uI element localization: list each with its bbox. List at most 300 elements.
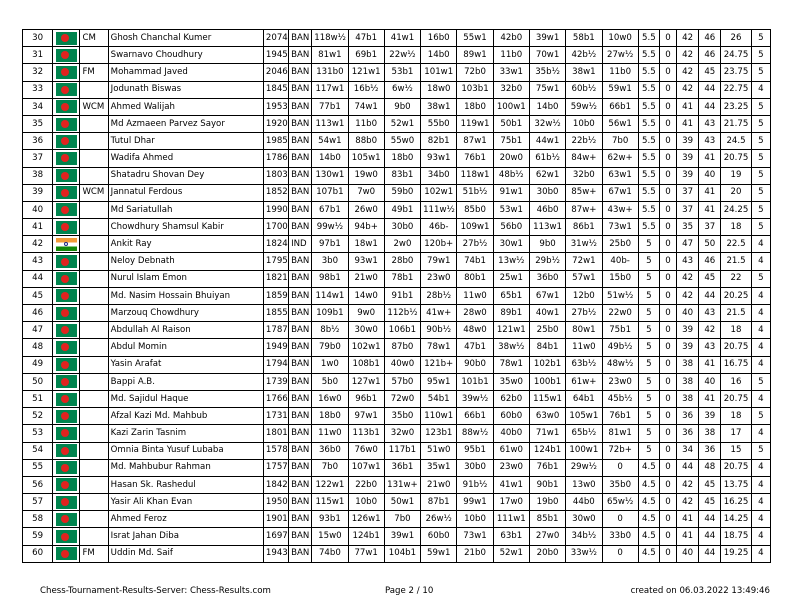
round-result-cell: 15b0 <box>602 270 638 287</box>
points-cell: 4.5 <box>638 528 659 545</box>
round-result-cell: 56w1 <box>602 115 638 132</box>
round-result-cell: 94b+ <box>348 219 384 236</box>
title-cell <box>80 305 108 322</box>
round-result-cell: 122w1 <box>312 476 348 493</box>
round-result-cell: 109w1 <box>457 219 493 236</box>
round-result-cell: 27b½ <box>566 305 602 322</box>
player-row <box>23 30 771 47</box>
round-result-cell: 32w½ <box>529 115 565 132</box>
flag-cell <box>53 425 80 442</box>
player-name[interactable]: Mohammad Javed <box>108 64 263 81</box>
rating-cell: 1766 <box>263 390 288 407</box>
tiebreak-cell: 22.75 <box>721 81 751 98</box>
tiebreak-cell: 23.75 <box>721 64 751 81</box>
title-cell <box>80 339 108 356</box>
round-result-cell: 76b1 <box>602 408 638 425</box>
bangladesh-flag-icon <box>56 152 77 165</box>
flag-cell <box>53 98 80 115</box>
player-name[interactable]: Kazi Zarin Tasnim <box>108 425 263 442</box>
tiebreak-cell: 42 <box>677 287 699 304</box>
tiebreak-cell: 21.5 <box>721 305 751 322</box>
rating-cell: 1949 <box>263 339 288 356</box>
round-result-cell: 35b0 <box>602 476 638 493</box>
points-cell: 5.5 <box>638 115 659 132</box>
tiebreak-cell: 39 <box>677 133 699 150</box>
player-name[interactable]: Md. Mahbubur Rahman <box>108 459 263 476</box>
tiebreak-cell: 20.75 <box>721 150 751 167</box>
round-result-cell: 105w1 <box>566 408 602 425</box>
tiebreak-cell: 45 <box>699 64 721 81</box>
player-name[interactable]: Neloy Debnath <box>108 253 263 270</box>
federation-cell: BAN <box>289 81 312 98</box>
round-result-cell: 30w1 <box>493 236 529 253</box>
flag-cell <box>53 305 80 322</box>
round-result-cell: 75b1 <box>493 133 529 150</box>
tiebreak-cell: 41 <box>677 528 699 545</box>
round-result-cell: 121w1 <box>348 64 384 81</box>
tiebreak-cell: 41 <box>677 115 699 132</box>
tiebreak-cell: 0 <box>659 339 676 356</box>
rating-cell: 1859 <box>263 287 288 304</box>
tiebreak-cell: 20 <box>721 184 751 201</box>
federation-cell: BAN <box>289 150 312 167</box>
round-result-cell: 95w1 <box>421 373 457 390</box>
flag-disc-icon <box>61 223 69 231</box>
round-result-cell: 70w1 <box>529 47 565 64</box>
federation-cell: BAN <box>289 390 312 407</box>
round-result-cell: 60b0 <box>421 528 457 545</box>
tiebreak-cell: 41 <box>699 390 721 407</box>
round-result-cell: 13w0 <box>566 476 602 493</box>
points-cell: 5.5 <box>638 219 659 236</box>
round-result-cell: 97b1 <box>312 236 348 253</box>
points-cell: 5.5 <box>638 30 659 47</box>
flag-cell <box>53 476 80 493</box>
tiebreak-cell: 0 <box>659 81 676 98</box>
tiebreak-cell: 5 <box>751 98 770 115</box>
federation-cell: BAN <box>289 339 312 356</box>
round-result-cell: 22b½ <box>566 133 602 150</box>
player-name[interactable]: Uddin Md. Saif <box>108 545 263 562</box>
player-name[interactable]: Swarnavo Choudhury <box>108 47 263 64</box>
player-name[interactable]: Md Azmaeen Parvez Sayor <box>108 115 263 132</box>
points-cell: 5 <box>638 373 659 390</box>
rating-cell: 1787 <box>263 322 288 339</box>
round-result-cell: 14w0 <box>348 287 384 304</box>
flag-cell <box>53 64 80 81</box>
flag-disc-icon <box>61 103 69 111</box>
round-result-cell: 106b1 <box>384 322 420 339</box>
tiebreak-cell: 5 <box>751 64 770 81</box>
bangladesh-flag-icon <box>56 135 77 148</box>
round-result-cell: 91b1 <box>384 287 420 304</box>
round-result-cell: 11b0 <box>493 47 529 64</box>
round-result-cell: 30b0 <box>384 219 420 236</box>
footer-page-number: Page 2 / 10 <box>385 586 434 596</box>
player-name[interactable]: Ahmed Feroz <box>108 511 263 528</box>
title-cell: WCM <box>80 98 108 115</box>
round-result-cell: 33b0 <box>602 528 638 545</box>
round-result-cell: 88w½ <box>457 425 493 442</box>
player-name[interactable]: Md Sariatullah <box>108 201 263 218</box>
flag-disc-icon <box>61 326 69 334</box>
round-result-cell: 19b0 <box>529 494 565 511</box>
tiebreak-cell: 0 <box>659 133 676 150</box>
round-result-cell: 30b0 <box>529 184 565 201</box>
round-result-cell: 115w1 <box>312 494 348 511</box>
round-result-cell: 114w1 <box>312 287 348 304</box>
round-result-cell: 46b0 <box>529 201 565 218</box>
round-result-cell: 39w1 <box>529 30 565 47</box>
flag-cell <box>53 219 80 236</box>
tiebreak-cell: 4 <box>751 476 770 493</box>
round-result-cell: 55w0 <box>384 133 420 150</box>
rating-cell: 1953 <box>263 98 288 115</box>
round-result-cell: 58b1 <box>566 30 602 47</box>
federation-cell: BAN <box>289 442 312 459</box>
player-row <box>23 373 771 390</box>
round-result-cell: 67b1 <box>312 201 348 218</box>
round-result-cell: 87b1 <box>421 494 457 511</box>
rank-cell: 54 <box>23 442 53 459</box>
round-result-cell: 93w1 <box>348 253 384 270</box>
footer-server-link[interactable]: Chess-Tournament-Results-Server: Chess-Results.com <box>40 586 271 596</box>
player-name[interactable]: Afzal Kazi Md. Mahbub <box>108 408 263 425</box>
player-row <box>23 47 771 64</box>
player-name[interactable]: Israt Jahan Diba <box>108 528 263 545</box>
bangladesh-flag-icon <box>56 221 77 234</box>
tiebreak-cell: 4 <box>751 287 770 304</box>
title-cell <box>80 528 108 545</box>
player-name[interactable]: Abdullah Al Raison <box>108 322 263 339</box>
player-row <box>23 253 771 270</box>
round-result-cell: 105w1 <box>348 150 384 167</box>
round-result-cell: 27w½ <box>602 47 638 64</box>
tiebreak-cell: 41 <box>699 201 721 218</box>
round-result-cell: 25b0 <box>529 322 565 339</box>
player-name[interactable]: Wadifa Ahmed <box>108 150 263 167</box>
player-name[interactable]: Md. Sajidul Haque <box>108 390 263 407</box>
player-name[interactable]: Jodunath Biswas <box>108 81 263 98</box>
round-result-cell: 8b½ <box>312 322 348 339</box>
round-result-cell: 130w1 <box>312 167 348 184</box>
tiebreak-cell: 0 <box>659 201 676 218</box>
flag-cell <box>53 30 80 47</box>
bangladesh-flag-icon <box>56 32 77 45</box>
player-name[interactable]: Tutul Dhar <box>108 133 263 150</box>
federation-cell: BAN <box>289 322 312 339</box>
bangladesh-flag-icon <box>56 496 77 509</box>
player-name[interactable]: Ankit Ray <box>108 236 263 253</box>
tiebreak-cell: 0 <box>659 425 676 442</box>
round-result-cell: 7b0 <box>312 459 348 476</box>
title-cell <box>80 408 108 425</box>
round-result-cell: 115w1 <box>529 390 565 407</box>
tiebreak-cell: 43 <box>699 133 721 150</box>
round-result-cell: 59w½ <box>566 98 602 115</box>
flag-disc-icon <box>61 68 69 76</box>
rating-cell: 1920 <box>263 115 288 132</box>
bangladesh-flag-icon <box>56 530 77 543</box>
flag-cell <box>53 459 80 476</box>
flag-cell <box>53 115 80 132</box>
round-result-cell: 26w0 <box>348 201 384 218</box>
federation-cell: BAN <box>289 115 312 132</box>
round-result-cell: 52w1 <box>493 545 529 562</box>
rank-cell: 57 <box>23 494 53 511</box>
round-result-cell: 14b0 <box>421 47 457 64</box>
round-result-cell: 79b0 <box>312 339 348 356</box>
tiebreak-cell: 0 <box>659 408 676 425</box>
tiebreak-cell: 24.5 <box>721 133 751 150</box>
federation-cell: BAN <box>289 98 312 115</box>
bangladesh-flag-icon <box>56 444 77 457</box>
player-name[interactable]: Abdul Momin <box>108 339 263 356</box>
points-cell: 5.5 <box>638 167 659 184</box>
tiebreak-cell: 0 <box>659 287 676 304</box>
round-result-cell: 67w1 <box>529 287 565 304</box>
round-result-cell: 111w1 <box>493 511 529 528</box>
title-cell <box>80 236 108 253</box>
round-result-cell: 91b½ <box>457 476 493 493</box>
round-result-cell: 63b½ <box>566 356 602 373</box>
round-result-cell: 38w1 <box>566 64 602 81</box>
flag-disc-icon <box>61 481 69 489</box>
round-result-cell: 30w0 <box>348 322 384 339</box>
round-result-cell: 7b0 <box>602 133 638 150</box>
tiebreak-cell: 34 <box>677 442 699 459</box>
points-cell: 5 <box>638 305 659 322</box>
round-result-cell: 86b1 <box>566 219 602 236</box>
title-cell <box>80 322 108 339</box>
round-result-cell: 72b+ <box>602 442 638 459</box>
player-row <box>23 545 771 562</box>
round-result-cell: 99w1 <box>457 494 493 511</box>
federation-cell: BAN <box>289 219 312 236</box>
round-result-cell: 19w0 <box>348 167 384 184</box>
round-result-cell: 57w1 <box>566 270 602 287</box>
player-name[interactable]: Hasan Sk. Rashedul <box>108 476 263 493</box>
tiebreak-cell: 20.75 <box>721 390 751 407</box>
round-result-cell: 61w0 <box>493 442 529 459</box>
title-cell <box>80 115 108 132</box>
tiebreak-cell: 20.75 <box>721 459 751 476</box>
round-result-cell: 31w½ <box>566 236 602 253</box>
bangladesh-flag-icon <box>56 49 77 62</box>
tiebreak-cell: 35 <box>677 219 699 236</box>
player-name[interactable]: Ahmed Walijah <box>108 98 263 115</box>
flag-cell <box>53 339 80 356</box>
tiebreak-cell: 23.25 <box>721 98 751 115</box>
round-result-cell: 64b1 <box>566 390 602 407</box>
round-result-cell: 90b1 <box>529 476 565 493</box>
rating-cell: 1945 <box>263 47 288 64</box>
tiebreak-cell: 20.25 <box>721 287 751 304</box>
points-cell: 4.5 <box>638 545 659 562</box>
player-name[interactable]: Md. Nasim Hossain Bhuiyan <box>108 287 263 304</box>
round-result-cell: 87w+ <box>566 201 602 218</box>
tiebreak-cell: 45 <box>699 476 721 493</box>
player-name[interactable]: Shatadru Shovan Dey <box>108 167 263 184</box>
round-result-cell: 32b0 <box>566 167 602 184</box>
rating-cell: 1985 <box>263 133 288 150</box>
tiebreak-cell: 0 <box>659 494 676 511</box>
rank-cell: 47 <box>23 322 53 339</box>
tiebreak-cell: 36 <box>677 408 699 425</box>
round-result-cell: 54w1 <box>312 133 348 150</box>
round-result-cell: 65b½ <box>566 425 602 442</box>
round-result-cell: 79w1 <box>421 253 457 270</box>
player-name[interactable]: Bappi A.B. <box>108 373 263 390</box>
round-result-cell: 102w1 <box>421 184 457 201</box>
rank-cell: 37 <box>23 150 53 167</box>
tiebreak-cell: 46 <box>699 30 721 47</box>
bangladesh-flag-icon <box>56 272 77 285</box>
round-result-cell: 48w0 <box>457 322 493 339</box>
round-result-cell: 93w1 <box>421 150 457 167</box>
round-result-cell: 29b½ <box>529 253 565 270</box>
round-result-cell: 59w1 <box>421 545 457 562</box>
points-cell: 5 <box>638 236 659 253</box>
round-result-cell: 11w0 <box>457 287 493 304</box>
round-result-cell: 34b0 <box>421 167 457 184</box>
flag-disc-icon <box>61 343 69 351</box>
rating-cell: 1943 <box>263 545 288 562</box>
points-cell: 5.5 <box>638 64 659 81</box>
flag-cell <box>53 528 80 545</box>
tiebreak-cell: 17 <box>721 425 751 442</box>
player-name[interactable]: Jannatul Ferdous <box>108 184 263 201</box>
tiebreak-cell: 16.75 <box>721 356 751 373</box>
tiebreak-cell: 0 <box>659 459 676 476</box>
round-result-cell: 101w1 <box>421 64 457 81</box>
round-result-cell: 104b1 <box>384 545 420 562</box>
round-result-cell: 38w½ <box>493 339 529 356</box>
flag-disc-icon <box>61 395 69 403</box>
bangladesh-flag-icon <box>56 289 77 302</box>
tiebreak-cell: 0 <box>659 322 676 339</box>
player-row <box>23 270 771 287</box>
bangladesh-flag-icon <box>56 393 77 406</box>
player-name[interactable]: Yasin Arafat <box>108 356 263 373</box>
round-result-cell: 97w1 <box>348 408 384 425</box>
flag-disc-icon <box>61 137 69 145</box>
tiebreak-cell: 44 <box>699 98 721 115</box>
federation-cell: BAN <box>289 459 312 476</box>
round-result-cell: 49b½ <box>602 339 638 356</box>
federation-cell: BAN <box>289 305 312 322</box>
tiebreak-cell: 38 <box>677 373 699 390</box>
round-result-cell: 73w1 <box>457 528 493 545</box>
round-result-cell: 113w1 <box>312 115 348 132</box>
player-name[interactable]: Omnia Binta Yusuf Lubaba <box>108 442 263 459</box>
round-result-cell: 13w½ <box>493 253 529 270</box>
rating-cell: 1801 <box>263 425 288 442</box>
tiebreak-cell: 42 <box>677 47 699 64</box>
round-result-cell: 5b0 <box>312 373 348 390</box>
round-result-cell: 76b1 <box>457 150 493 167</box>
rank-cell: 31 <box>23 47 53 64</box>
player-name[interactable]: Yasir Ali Khan Evan <box>108 494 263 511</box>
tiebreak-cell: 4 <box>751 528 770 545</box>
tiebreak-cell: 42 <box>677 64 699 81</box>
player-name[interactable]: Ghosh Chanchal Kumer <box>108 30 263 47</box>
round-result-cell: 1w0 <box>312 356 348 373</box>
round-result-cell: 89b1 <box>493 305 529 322</box>
round-result-cell: 75w1 <box>529 81 565 98</box>
round-result-cell: 87b0 <box>384 339 420 356</box>
tiebreak-cell: 26 <box>721 30 751 47</box>
tiebreak-cell: 4 <box>751 305 770 322</box>
round-result-cell: 40w0 <box>384 356 420 373</box>
points-cell: 5 <box>638 270 659 287</box>
tiebreak-cell: 46 <box>699 47 721 64</box>
points-cell: 5 <box>638 356 659 373</box>
federation-cell: BAN <box>289 408 312 425</box>
tiebreak-cell: 0 <box>659 30 676 47</box>
flag-disc-icon <box>61 412 69 420</box>
rating-cell: 2074 <box>263 30 288 47</box>
round-result-cell: 54b1 <box>421 390 457 407</box>
tiebreak-cell: 16 <box>721 373 751 390</box>
rank-cell: 53 <box>23 425 53 442</box>
round-result-cell: 78w1 <box>421 339 457 356</box>
flag-disc-icon <box>61 533 69 541</box>
round-result-cell: 27w0 <box>529 528 565 545</box>
tiebreak-cell: 41 <box>699 184 721 201</box>
rank-cell: 45 <box>23 287 53 304</box>
round-result-cell: 51w½ <box>602 287 638 304</box>
tiebreak-cell: 5 <box>751 115 770 132</box>
tiebreak-cell: 43 <box>699 339 721 356</box>
points-cell: 5 <box>638 339 659 356</box>
round-result-cell: 81w1 <box>602 425 638 442</box>
round-result-cell: 30b0 <box>457 459 493 476</box>
tiebreak-cell: 0 <box>659 150 676 167</box>
round-result-cell: 48b½ <box>493 167 529 184</box>
points-cell: 4.5 <box>638 511 659 528</box>
round-result-cell: 7w0 <box>348 184 384 201</box>
tiebreak-cell: 0 <box>659 545 676 562</box>
round-result-cell: 52w1 <box>384 115 420 132</box>
tiebreak-cell: 0 <box>659 219 676 236</box>
flag-disc-icon <box>61 292 69 300</box>
tiebreak-cell: 24.75 <box>721 47 751 64</box>
bangladesh-flag-icon <box>56 410 77 423</box>
rank-cell: 59 <box>23 528 53 545</box>
tiebreak-cell: 41 <box>677 98 699 115</box>
round-result-cell: 33w½ <box>566 545 602 562</box>
player-name[interactable]: Nurul Islam Emon <box>108 270 263 287</box>
points-cell: 5.5 <box>638 81 659 98</box>
round-result-cell: 44w1 <box>529 133 565 150</box>
player-name[interactable]: Chowdhury Shamsul Kabir <box>108 219 263 236</box>
title-cell <box>80 150 108 167</box>
federation-cell: BAN <box>289 425 312 442</box>
tiebreak-cell: 41 <box>699 356 721 373</box>
tiebreak-cell: 37 <box>677 201 699 218</box>
player-name[interactable]: Marzouq Chowdhury <box>108 305 263 322</box>
round-result-cell: 18w1 <box>348 236 384 253</box>
round-result-cell: 46b- <box>421 219 457 236</box>
rank-cell: 46 <box>23 305 53 322</box>
round-result-cell: 12b0 <box>566 287 602 304</box>
tiebreak-cell: 4 <box>751 339 770 356</box>
round-result-cell: 51w0 <box>421 442 457 459</box>
flag-disc-icon <box>61 309 69 317</box>
title-cell <box>80 511 108 528</box>
flag-cell <box>53 81 80 98</box>
